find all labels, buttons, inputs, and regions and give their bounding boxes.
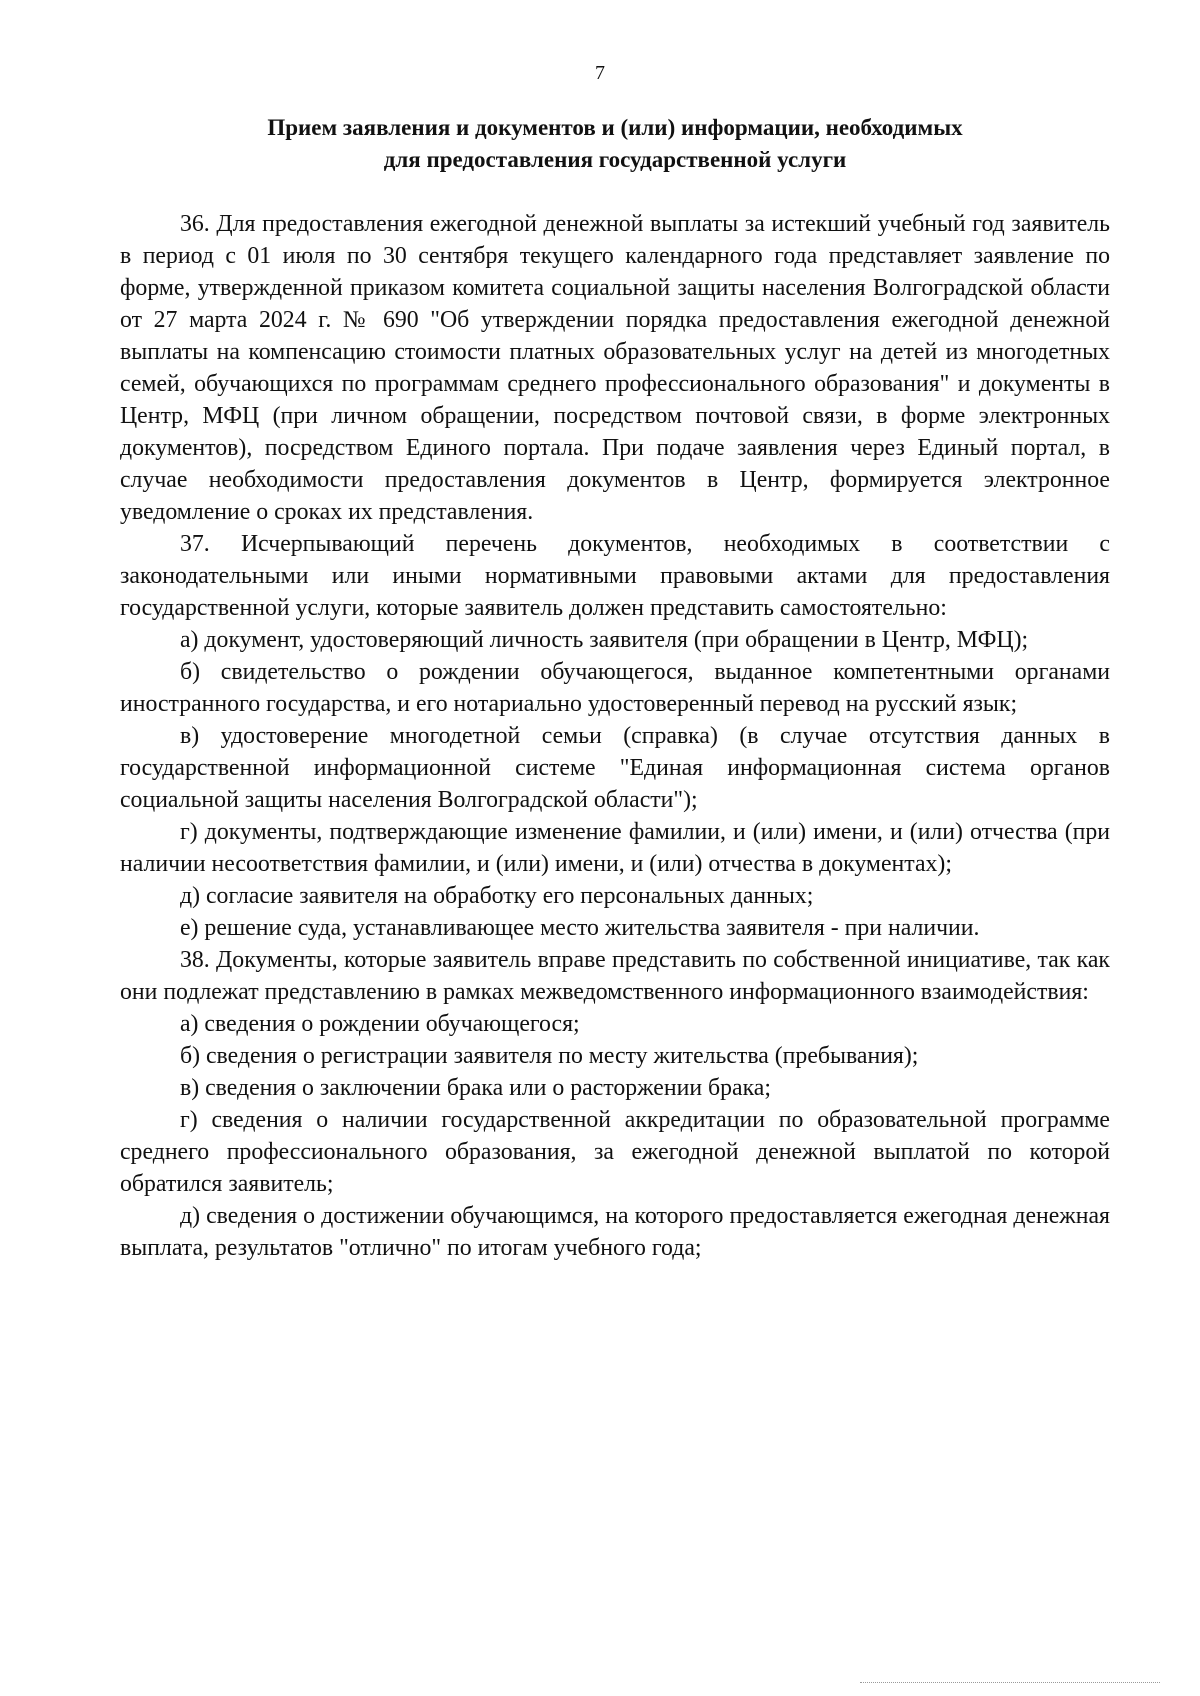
- paragraph-37-item-d: д) согласие заявителя на обработку его персональных данных;: [180, 883, 814, 909]
- section-heading: [120, 112, 1110, 176]
- paragraph-38-item-b: б) сведения о регистрации заявителя по месту жительства (пребывания);: [180, 1043, 919, 1069]
- paragraph-37-item-b: б) свидетельство о рождении обучающегося, выданное компетентными органами иностранного государства, и его нотариально удостоверенный перевод на русский язык;: [120, 659, 1110, 717]
- paragraph-37-item-v: в) удостоверение многодетной семьи (справка) (в случае отсутствия данных в государственной информационной системе "Единая информационная система органов социальной защиты населения Волгоградской области");: [120, 723, 1110, 813]
- page-number: 7: [595, 62, 605, 84]
- paragraph-38-item-v: в) сведения о заключении брака или о расторжении брака;: [180, 1075, 771, 1101]
- section-heading-line-2: для предоставления государственной услуги: [383, 147, 847, 172]
- paragraph-38-item-d: д) сведения о достижении обучающимся, на которого предоставляется ежегодная денежная выплата, результатов "отлично" по итогам учебного года;: [120, 1203, 1110, 1261]
- paragraph-37: 37. Исчерпывающий перечень документов, необходимых в соответствии с законодательными или иными нормативными правовыми актами для предоставления государственной услуги, которые заявитель должен представить самостоятельно:: [120, 531, 1110, 621]
- scan-artifact-line: [860, 1682, 1160, 1686]
- paragraph-37-item-e: е) решение суда, устанавливающее место жительства заявителя - при наличии.: [180, 915, 980, 941]
- paragraph-38: 38. Документы, которые заявитель вправе представить по собственной инициативе, так как они подлежат представлению в рамках межведомственного информационного взаимодействия:: [120, 947, 1110, 1005]
- section-heading-line-1: Прием заявления и документов и (или) информации, необходимых: [267, 115, 963, 140]
- paragraph-38-item-a: а) сведения о рождении обучающегося;: [180, 1011, 580, 1037]
- paragraph-38-item-g: г) сведения о наличии государственной аккредитации по образовательной программе среднего профессионального образования, за ежегодной денежной выплатой по которой обратился заявитель;: [120, 1107, 1110, 1197]
- paragraph-36: 36. Для предоставления ежегодной денежной выплаты за истекший учебный год заявитель в период с 01 июля по 30 сентября текущего календарного года представляет заявление по форме, утвержденной приказом комитета социальной защиты населения Волгоградской области от 27 марта 2024 г. № 690 "Об утверждении порядка предоставления ежегодной денежной выплаты на компенсацию стоимости платных образовательных услуг на детей из многодетных семей, обучающихся по программам среднего профессионального образования" и документы в Центр, МФЦ (при личном обращении, посредством почтовой связи, в форме электронных документов), посредством Единого портала. При подаче заявления через Единый портал, в случае необходимости предоставления документов в Центр, формируется электронное уведомление о сроках их представления.: [120, 211, 1110, 525]
- document-body: [120, 208, 1110, 1264]
- paragraph-37-item-a: а) документ, удостоверяющий личность заявителя (при обращении в Центр, МФЦ);: [180, 627, 1029, 653]
- paragraph-37-item-g: г) документы, подтверждающие изменение фамилии, и (или) имени, и (или) отчества (при наличии несоответствия фамилии, и (или) имени, и (или) отчества в документах);: [120, 819, 1110, 877]
